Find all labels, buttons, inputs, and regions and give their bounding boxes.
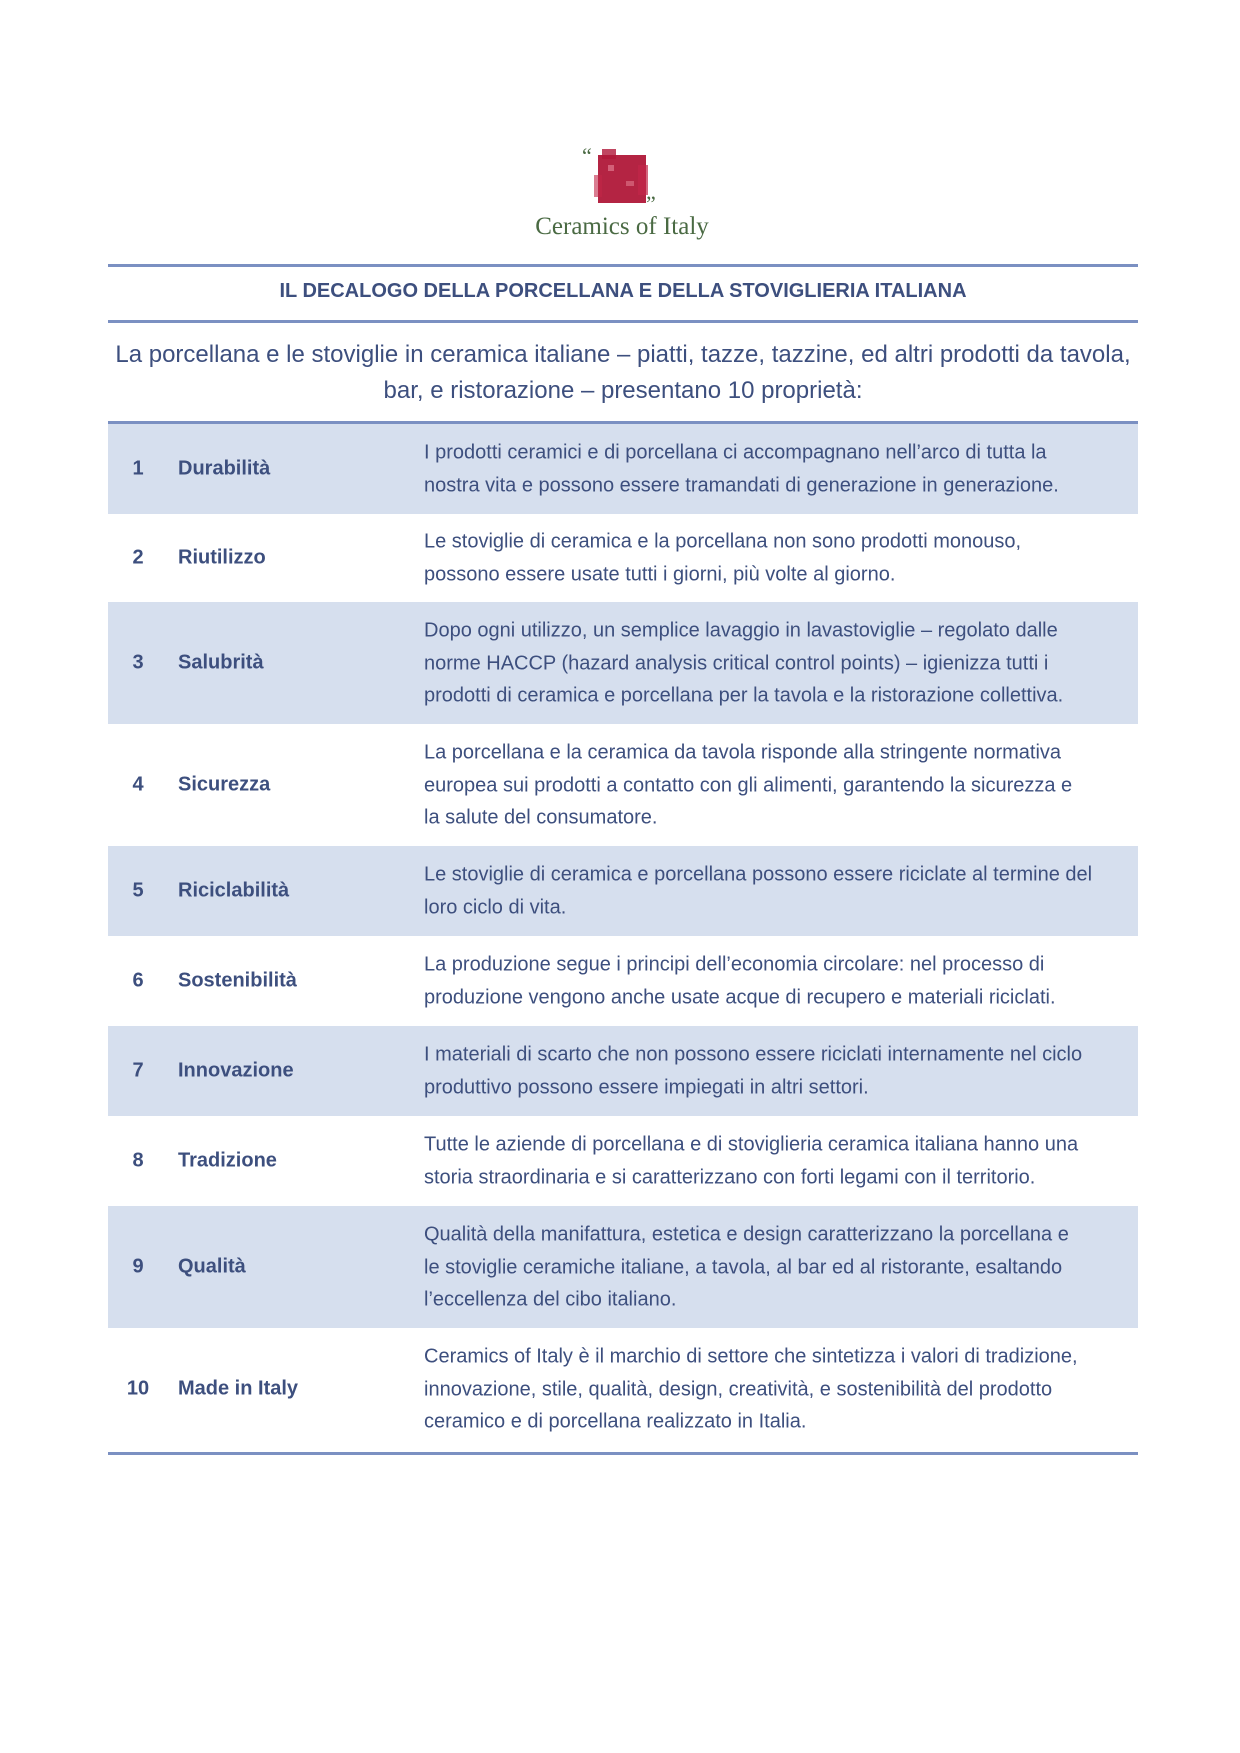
row-description-line: la salute del consumatore. — [424, 806, 658, 829]
row-number: 6 — [132, 969, 144, 992]
row-description — [424, 614, 1130, 712]
row-number: 4 — [132, 773, 144, 796]
row-description-line: produzione vengono anche usate acque di recupero e materiali riciclati. — [424, 986, 1056, 1008]
row-property-name: Durabilità — [178, 457, 271, 480]
row-property-name: Riciclabilità — [178, 879, 290, 902]
row-number: 5 — [132, 879, 144, 902]
ceramics-of-italy-logo — [0, 135, 1240, 247]
row-description-line: Dopo ogni utilizzo, un semplice lavaggio in lavastoviglie – regolato dalle — [424, 619, 1058, 642]
intro-line-2: bar, e ristorazione – presentano 10 proprietà: — [383, 377, 863, 404]
table-row — [108, 602, 1138, 724]
row-description-line: prodotti di ceramica e porcellana per la tavola e la ristorazione collettiva. — [424, 684, 1064, 707]
row-description-line: innovazione, stile, qualità, design, creatività, e sostenibilità del prodotto — [424, 1377, 1053, 1400]
row-property-name: Qualità — [178, 1255, 246, 1278]
row-description-line: nostra vita e possono essere tramandati di generazione in generazione. — [424, 474, 1059, 496]
row-number: 8 — [132, 1149, 144, 1172]
row-property-name: Tradizione — [178, 1149, 277, 1172]
row-number: 3 — [132, 651, 144, 674]
row-description — [424, 1340, 1130, 1438]
table-bottom-rule — [108, 1452, 1138, 1455]
row-description — [424, 526, 1130, 591]
row-description — [424, 1039, 1130, 1104]
row-description-line: Ceramics of Italy è il marchio di settore che sintetizza i valori di tradizione, — [424, 1345, 1078, 1368]
row-description — [424, 437, 1130, 502]
table-row — [108, 936, 1138, 1026]
row-description-line: I prodotti ceramici e di porcellana ci accompagnano nell’arco di tutta la — [424, 441, 1047, 464]
title-bottom-rule — [108, 320, 1138, 323]
row-property-name: Sostenibilità — [178, 969, 297, 992]
row-description-line: le stoviglie ceramiche italiane, a tavola, al bar ed al ristorante, esaltando — [424, 1255, 1063, 1278]
table-row — [108, 1026, 1138, 1116]
row-description-line: possono essere usate tutti i giorni, più volte al giorno. — [424, 563, 896, 585]
table-row — [108, 424, 1138, 514]
row-description-line: loro ciclo di vita. — [424, 896, 567, 918]
row-number: 1 — [132, 457, 144, 480]
row-description — [424, 736, 1130, 834]
row-property-name: Sicurezza — [178, 773, 271, 796]
row-number: 9 — [132, 1255, 144, 1278]
svg-text:”: ” — [646, 191, 656, 215]
row-description-line: Qualità della manifattura, estetica e design caratterizzano la porcellana e — [424, 1223, 1069, 1246]
row-description-line: ceramico e di porcellana realizzato in Italia. — [424, 1410, 807, 1433]
row-description-line: Le stoviglie di ceramica e la porcellana non sono prodotti monouso, — [424, 530, 1022, 553]
table-row — [108, 1116, 1138, 1206]
top-rule — [108, 264, 1138, 267]
decalogue-table — [108, 424, 1138, 1450]
document-title: IL DECALOGO DELLA PORCELLANA E DELLA STOVIGLIERIA ITALIANA — [279, 280, 967, 302]
logo-wordmark: Ceramics of Italy — [535, 213, 709, 240]
table-row — [108, 846, 1138, 936]
row-description-line: produttivo possono essere impiegati in altri settori. — [424, 1076, 869, 1098]
row-number: 2 — [132, 546, 144, 569]
row-description-line: La produzione segue i principi dell’economia circolare: nel processo di — [424, 953, 1045, 976]
row-description — [424, 949, 1130, 1014]
table-row — [108, 514, 1138, 602]
row-description-line: norme HACCP (hazard analysis critical control points) – igienizza tutti i — [424, 651, 1049, 674]
row-description — [424, 859, 1130, 924]
svg-text:“: “ — [582, 145, 592, 168]
row-description-line: I materiali di scarto che non possono essere riciclati internamente nel ciclo — [424, 1043, 1083, 1066]
row-property-name: Innovazione — [178, 1059, 294, 1082]
row-description — [424, 1129, 1130, 1194]
row-description-line: europea sui prodotti a contatto con gli alimenti, garantendo la sicurezza e — [424, 773, 1073, 796]
row-property-name: Salubrità — [178, 651, 264, 674]
row-property-name: Riutilizzo — [178, 546, 266, 569]
row-description-line: La porcellana e la ceramica da tavola risponde alla stringente normativa — [424, 741, 1062, 764]
row-description — [424, 1218, 1130, 1316]
row-description-line: l’eccellenza del cibo italiano. — [424, 1288, 677, 1311]
row-number: 7 — [132, 1059, 144, 1082]
intro-paragraph — [108, 337, 1138, 409]
table-row — [108, 1328, 1138, 1450]
intro-line-1: La porcellana e le stoviglie in ceramica italiane – piatti, tazze, tazzine, ed altri prodotti da tavola, — [115, 341, 1131, 368]
row-number: 10 — [126, 1377, 150, 1400]
logo-mark-icon — [582, 145, 664, 215]
table-row — [108, 724, 1138, 846]
row-property-name: Made in Italy — [178, 1377, 299, 1400]
table-row — [108, 1206, 1138, 1328]
row-description-line: storia straordinaria e si caratterizzano con forti legami con il territorio. — [424, 1166, 1036, 1188]
row-description-line: Tutte le aziende di porcellana e di stoviglieria ceramica italiana hanno una — [424, 1133, 1079, 1156]
row-description-line: Le stoviglie di ceramica e porcellana possono essere riciclate al termine del — [424, 863, 1093, 886]
